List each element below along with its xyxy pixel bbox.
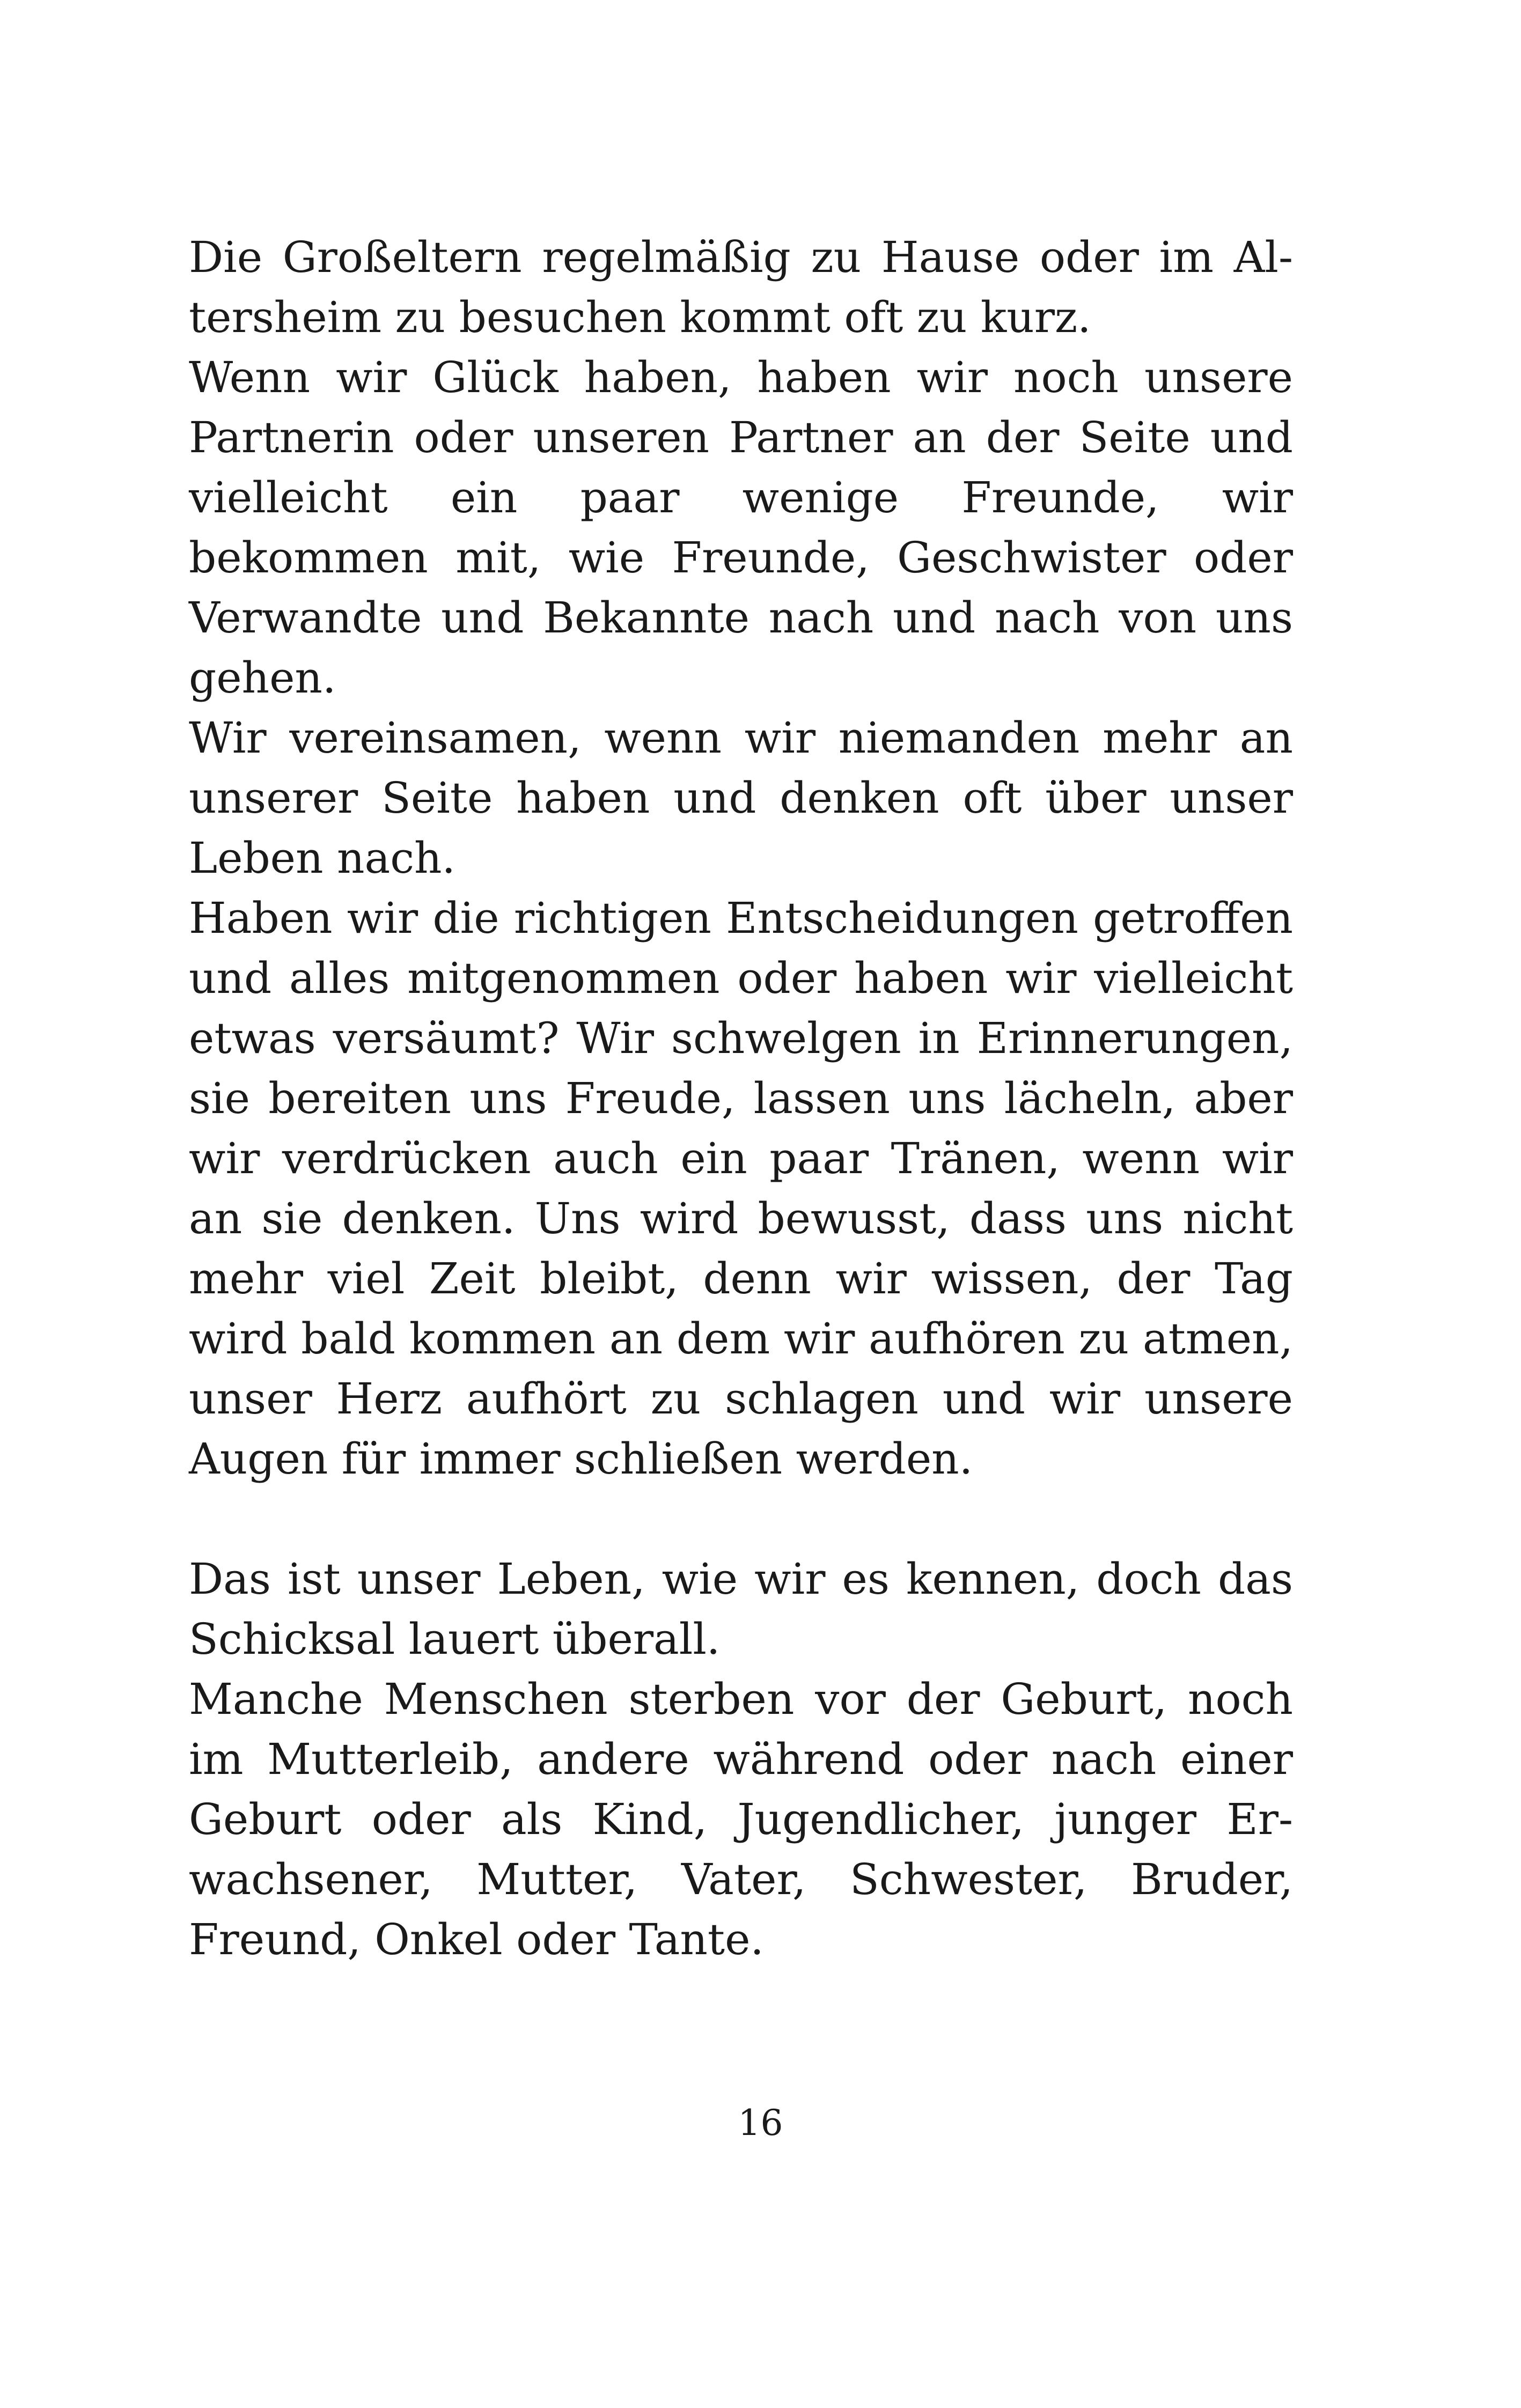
paragraph: Das ist unser Leben, wie wir es kennen, doch das Schicksal lauert überall. bbox=[189, 1554, 1293, 1664]
paragraph: Die Großeltern regelmäßig zu Hause oder im Altersheim zu besuchen kommt oft zu kurz. bbox=[189, 232, 1293, 342]
page-number: 16 bbox=[738, 2102, 783, 2144]
paragraph: Wenn wir Glück haben, haben wir noch unsere Partnerin oder unseren Partner an der Seite und vielleicht ein paar wenige Freunde, wir bekommen mit, wie Freunde, Geschwister oder Verwandte und Bekannte nach und nach von uns gehen. bbox=[189, 352, 1293, 703]
body-text bbox=[189, 227, 1293, 1970]
paragraph: Manche Menschen sterben vor der Geburt, noch im Mutterleib, andere während oder nach einer Geburt oder als Kind, Jugendlicher, junger Erwachsener, Mutter, Vater, Schwester, Bruder, Freund, Onkel oder Tante. bbox=[189, 1674, 1293, 1964]
paragraph: Haben wir die richtigen Entscheidungen getroffen und alles mitgenommen oder haben wir vielleicht etwas versäumt? Wir schwelgen in Erinnerungen, sie bereiten uns Freude, lassen uns lächeln, aber wir verdrücken auch ein paar Tränen, wenn wir an sie denken. Uns wird bewusst, dass uns nicht mehr viel Zeit bleibt, denn wir wissen, der Tag wird bald kommen an dem wir aufhören zu atmen, unser Herz aufhört zu schlagen und wir unsere Augen für immer schließen werden. bbox=[189, 893, 1293, 1484]
paragraph: Wir vereinsamen, wenn wir niemanden mehr an unserer Seite haben und denken oft über unser Leben nach. bbox=[189, 713, 1293, 883]
paragraph-spacer bbox=[189, 1489, 1293, 1549]
